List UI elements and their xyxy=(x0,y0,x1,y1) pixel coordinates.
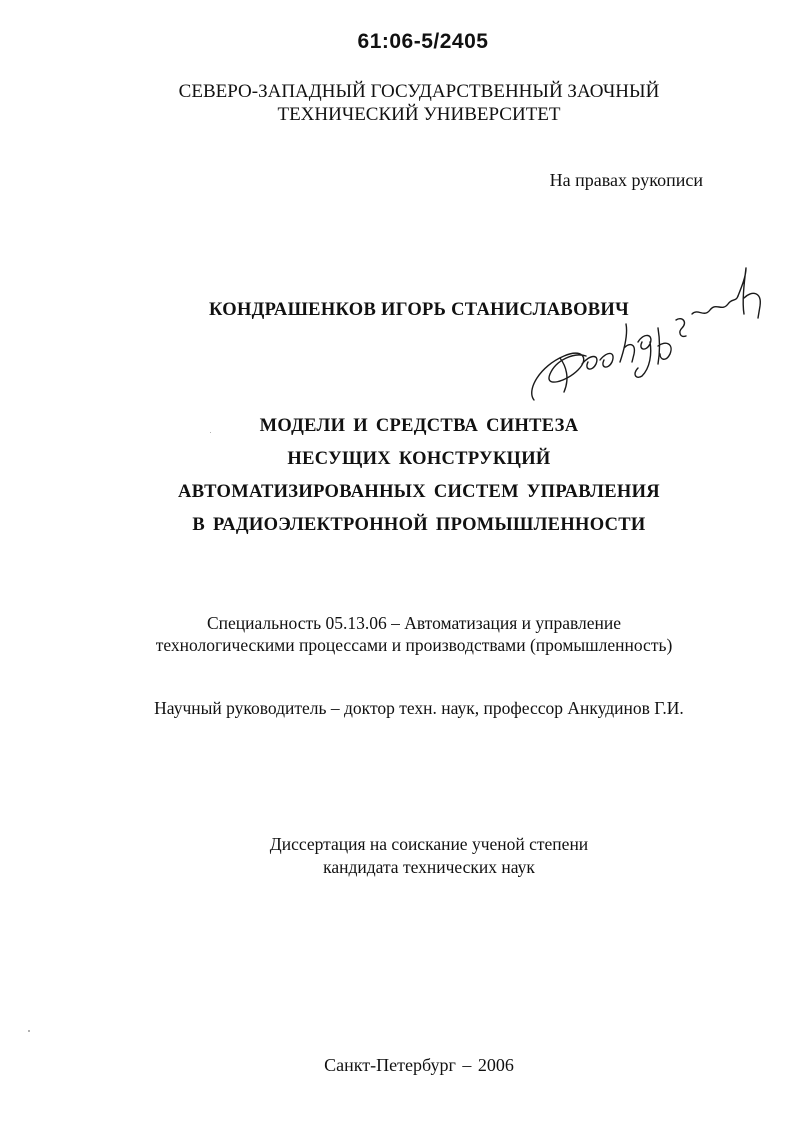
scan-speck xyxy=(210,432,211,433)
institution-name xyxy=(0,80,798,126)
specialty-line: технологическими процессами и производствами (промышленность) xyxy=(155,635,673,655)
degree-line: Диссертация на соискание ученой степени xyxy=(269,834,589,854)
city-year: Санкт-Петербург – 2006 xyxy=(324,1055,514,1075)
rights-note: На правах рукописи xyxy=(549,170,703,190)
specialty-line: Специальность 05.13.06 – Автоматизация и управление xyxy=(206,613,622,633)
specialty xyxy=(0,612,798,656)
title-line: АВТОМАТИЗИРОВАННЫХ СИСТЕМ УПРАВЛЕНИЯ xyxy=(178,482,660,502)
author-name: КОНДРАШЕНКОВ ИГОРЬ СТАНИСЛАВОВИЧ xyxy=(209,300,629,320)
degree-line: кандидата технических наук xyxy=(323,857,535,877)
document-code: 61:06-5/2405 xyxy=(357,30,489,53)
institution-line: СЕВЕРО-ЗАПАДНЫЙ ГОСУДАРСТВЕННЫЙ ЗАОЧНЫЙ xyxy=(178,81,660,102)
degree-statement xyxy=(0,833,798,879)
title-line: МОДЕЛИ И СРЕДСТВА СИНТЕЗА xyxy=(259,416,579,436)
dissertation-title xyxy=(0,410,798,542)
supervisor: Научный руководитель – доктор техн. наук, профессор Анкудинов Г.И. xyxy=(154,698,684,718)
handwritten-signature-icon xyxy=(520,262,780,412)
title-line: В РАДИОЭЛЕКТРОННОЙ ПРОМЫШЛЕННОСТИ xyxy=(192,515,646,535)
scan-speck xyxy=(28,1030,30,1032)
institution-line: ТЕХНИЧЕСКИЙ УНИВЕРСИТЕТ xyxy=(277,104,561,125)
title-line: НЕСУЩИХ КОНСТРУКЦИЙ xyxy=(287,449,551,469)
